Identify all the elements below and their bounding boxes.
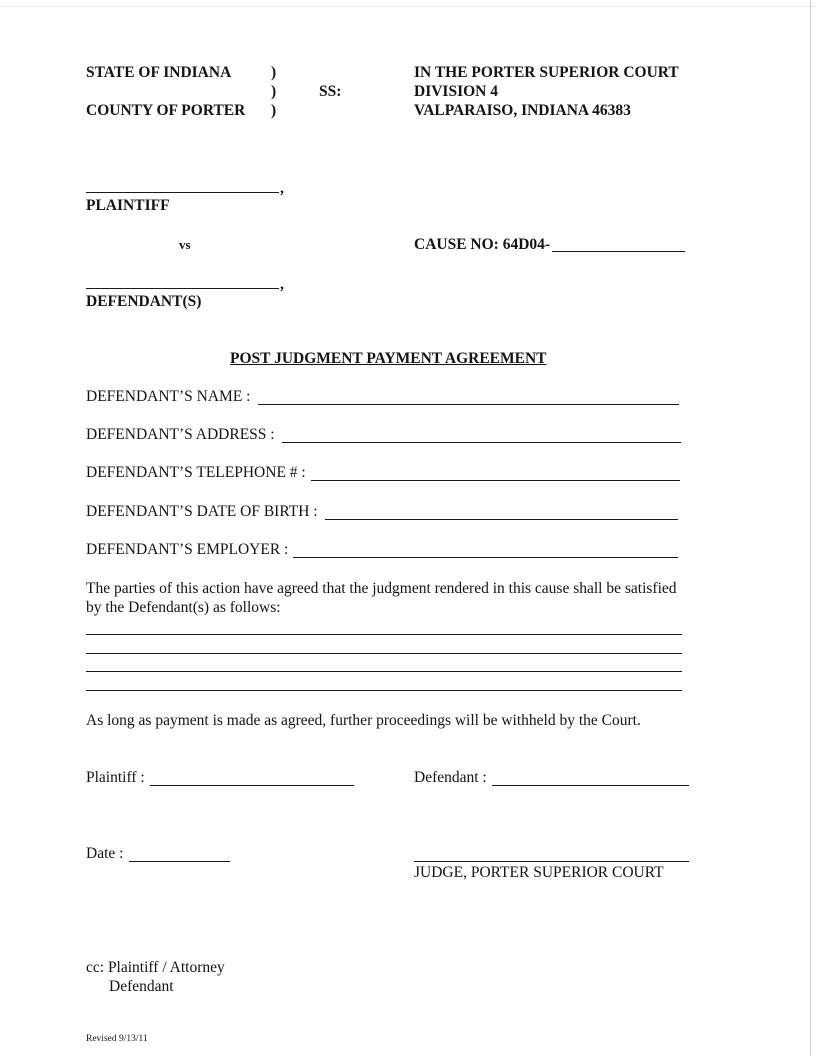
terms-line-1[interactable] bbox=[86, 634, 682, 635]
withheld-text: As long as payment is made as agreed, further proceedings will be withheld by the Court. bbox=[86, 712, 641, 729]
agreement-text-line1: The parties of this action have agreed that the judgment rendered in this cause shall be satisfied bbox=[86, 580, 677, 597]
defendant-name-label: DEFENDANT’S NAME : bbox=[86, 388, 251, 405]
defendant-label: DEFENDANT(S) bbox=[86, 293, 202, 310]
plaintiff-comma: , bbox=[280, 180, 284, 197]
date-label: Date : bbox=[86, 845, 124, 862]
defendant-telephone-label: DEFENDANT’S TELEPHONE # : bbox=[86, 464, 306, 481]
plaintiff-signature-label: Plaintiff : bbox=[86, 769, 145, 786]
cc-line2: Defendant bbox=[109, 978, 174, 995]
defendant-address-label: DEFENDANT’S ADDRESS : bbox=[86, 426, 275, 443]
defendant-address-field[interactable] bbox=[282, 442, 681, 443]
terms-line-2[interactable] bbox=[86, 653, 682, 654]
state-label: STATE OF INDIANA bbox=[86, 64, 232, 81]
ss-label: SS: bbox=[319, 83, 342, 100]
agreement-text-line2: by the Defendant(s) as follows: bbox=[86, 599, 281, 616]
caption-paren: ) bbox=[271, 83, 277, 100]
defendant-employer-label: DEFENDANT’S EMPLOYER : bbox=[86, 541, 289, 558]
county-label: COUNTY OF PORTER bbox=[86, 102, 246, 119]
defendant-telephone-field[interactable] bbox=[311, 480, 680, 481]
defendant-dob-label: DEFENDANT’S DATE OF BIRTH : bbox=[86, 503, 318, 520]
scan-top-edge bbox=[0, 6, 816, 7]
defendant-name-field[interactable] bbox=[258, 404, 679, 405]
caption-paren: ) bbox=[271, 64, 277, 81]
judge-signature-field[interactable] bbox=[414, 861, 689, 862]
terms-line-3[interactable] bbox=[86, 671, 682, 672]
revision-date: Revised 9/13/11 bbox=[86, 1034, 148, 1044]
judge-label: JUDGE, PORTER SUPERIOR COURT bbox=[414, 864, 664, 881]
defendant-dob-field[interactable] bbox=[325, 519, 678, 520]
court-city: VALPARAISO, INDIANA 46383 bbox=[414, 102, 631, 119]
defendant-signature-field[interactable] bbox=[492, 785, 689, 786]
plaintiff-label: PLAINTIFF bbox=[86, 197, 170, 214]
document-title: POST JUDGMENT PAYMENT AGREEMENT bbox=[230, 350, 547, 367]
cause-number-line[interactable] bbox=[552, 251, 685, 252]
date-field[interactable] bbox=[129, 861, 230, 862]
scan-right-edge bbox=[810, 0, 811, 1056]
plaintiff-signature-field[interactable] bbox=[150, 785, 354, 786]
court-division: DIVISION 4 bbox=[414, 83, 498, 100]
defendant-name-line[interactable] bbox=[86, 288, 279, 289]
caption-paren: ) bbox=[271, 102, 277, 119]
defendant-employer-field[interactable] bbox=[293, 557, 678, 558]
cc-line1: cc: Plaintiff / Attorney bbox=[86, 959, 225, 976]
cause-number-label: CAUSE NO: 64D04- bbox=[414, 236, 551, 253]
defendant-signature-label: Defendant : bbox=[414, 769, 487, 786]
defendant-comma: , bbox=[280, 276, 284, 293]
terms-line-4[interactable] bbox=[86, 690, 682, 691]
vs-label: vs bbox=[179, 237, 191, 252]
court-name: IN THE PORTER SUPERIOR COURT bbox=[414, 64, 679, 81]
plaintiff-name-line[interactable] bbox=[86, 192, 279, 193]
